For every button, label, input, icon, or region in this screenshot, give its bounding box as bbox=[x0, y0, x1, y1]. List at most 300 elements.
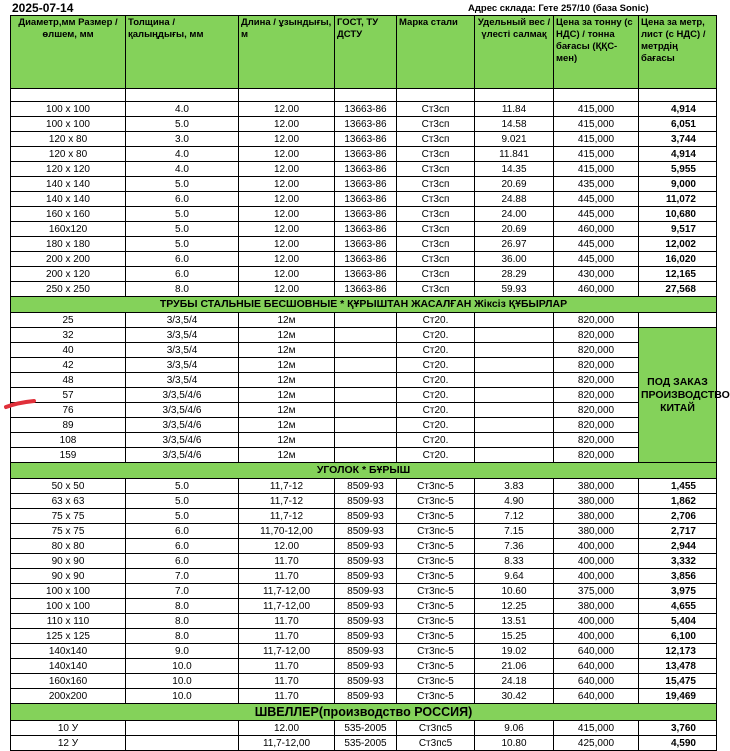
cell-gost: 13663-86 bbox=[335, 177, 397, 192]
cell-unit-weight: 3.83 bbox=[475, 479, 554, 494]
cell-price-per-meter: 5,955 bbox=[639, 162, 717, 177]
cell-thickness: 4.0 bbox=[126, 102, 239, 117]
cell-length: 12.00 bbox=[239, 282, 335, 297]
cell-length: 12.00 bbox=[239, 721, 335, 736]
table-row bbox=[11, 192, 717, 207]
cell-gost: 8509-93 bbox=[335, 554, 397, 569]
cell-thickness: 3/3,5/4/6 bbox=[126, 388, 239, 403]
cell-steel-grade: Ст3сп bbox=[397, 282, 475, 297]
cell-size: 140 x 140 bbox=[11, 192, 126, 207]
cell-gost: 8509-93 bbox=[335, 539, 397, 554]
table-row bbox=[11, 313, 717, 328]
cell-gost bbox=[335, 448, 397, 463]
angle-section bbox=[11, 463, 717, 479]
cell-size: 90 x 90 bbox=[11, 554, 126, 569]
channel-section bbox=[11, 704, 717, 721]
cell-length: 12.00 bbox=[239, 132, 335, 147]
cell-unit-weight: 20.69 bbox=[475, 222, 554, 237]
cell-thickness: 5.0 bbox=[126, 222, 239, 237]
cell-size: 100 x 100 bbox=[11, 117, 126, 132]
cell-size: 50 x 50 bbox=[11, 479, 126, 494]
cell-thickness: 3/3,5/4/6 bbox=[126, 403, 239, 418]
cell-steel-grade: Ст20. bbox=[397, 373, 475, 388]
table-row bbox=[11, 177, 717, 192]
empty-cell bbox=[554, 89, 639, 102]
cell-gost: 13663-86 bbox=[335, 147, 397, 162]
cell-steel-grade: Ст3сп bbox=[397, 177, 475, 192]
cell-steel-grade: Ст3пс-5 bbox=[397, 614, 475, 629]
cell-gost bbox=[335, 418, 397, 433]
cell-steel-grade: Ст3сп bbox=[397, 222, 475, 237]
cell-size: 120 x 80 bbox=[11, 132, 126, 147]
table-row bbox=[11, 358, 717, 373]
cell-price-per-meter: 2,944 bbox=[639, 539, 717, 554]
cell-price-per-ton: 400,000 bbox=[554, 554, 639, 569]
cell-size: 100 x 100 bbox=[11, 599, 126, 614]
cell-price-per-ton: 380,000 bbox=[554, 509, 639, 524]
cell-length: 12.00 bbox=[239, 267, 335, 282]
cell-price-per-ton: 415,000 bbox=[554, 162, 639, 177]
cell-unit-weight bbox=[475, 403, 554, 418]
cell-steel-grade: Ст3пс-5 bbox=[397, 674, 475, 689]
cell-steel-grade: Ст3пс-5 bbox=[397, 524, 475, 539]
channel-section-title: ШВЕЛЛЕР(производство РОССИЯ) bbox=[11, 704, 717, 721]
cell-unit-weight: 7.36 bbox=[475, 539, 554, 554]
cell-unit-weight: 13.51 bbox=[475, 614, 554, 629]
cell-length: 12м bbox=[239, 313, 335, 328]
cell-gost bbox=[335, 388, 397, 403]
table-row bbox=[11, 659, 717, 674]
cell-price-per-ton: 435,000 bbox=[554, 177, 639, 192]
cell-steel-grade: Ст3пс-5 bbox=[397, 644, 475, 659]
table-row bbox=[11, 117, 717, 132]
table-row bbox=[11, 147, 717, 162]
cell-price-per-meter: 6,051 bbox=[639, 117, 717, 132]
cell-steel-grade: Ст3пс5 bbox=[397, 721, 475, 736]
cell-thickness: 5.0 bbox=[126, 237, 239, 252]
table-row bbox=[11, 569, 717, 584]
angle-section-title: УГОЛОК * БҰРЫШ bbox=[11, 463, 717, 479]
cell-price-per-meter: 27,568 bbox=[639, 282, 717, 297]
cell-length: 12.00 bbox=[239, 207, 335, 222]
warehouse-address: Адрес склада: Гете 257/10 (база Sonic) bbox=[468, 3, 649, 14]
cell-steel-grade: Ст3пс-5 bbox=[397, 509, 475, 524]
cell-price-per-ton: 820,000 bbox=[554, 313, 639, 328]
cell-length: 12.00 bbox=[239, 237, 335, 252]
cell-thickness: 3/3,5/4 bbox=[126, 373, 239, 388]
cell-size: 32 bbox=[11, 328, 126, 343]
cell-unit-weight bbox=[475, 433, 554, 448]
cell-steel-grade: Ст3пс-5 bbox=[397, 629, 475, 644]
table-row bbox=[11, 599, 717, 614]
cell-thickness: 10.0 bbox=[126, 689, 239, 704]
cell-unit-weight bbox=[475, 448, 554, 463]
cell-gost: 8509-93 bbox=[335, 569, 397, 584]
cell-steel-grade: Ст20. bbox=[397, 358, 475, 373]
cell-unit-weight: 21.06 bbox=[475, 659, 554, 674]
cell-length: 12.00 bbox=[239, 177, 335, 192]
empty-cell bbox=[639, 89, 717, 102]
col-header-steel-grade: Марка стали bbox=[397, 16, 475, 89]
cell-thickness: 5.0 bbox=[126, 177, 239, 192]
cell-thickness: 8.0 bbox=[126, 599, 239, 614]
cell-unit-weight: 30.42 bbox=[475, 689, 554, 704]
cell-length: 11,7-12,00 bbox=[239, 584, 335, 599]
cell-thickness: 5.0 bbox=[126, 479, 239, 494]
cell-length: 12м bbox=[239, 448, 335, 463]
cell-thickness: 10.0 bbox=[126, 674, 239, 689]
cell-unit-weight bbox=[475, 313, 554, 328]
cell-size: 200 x 200 bbox=[11, 252, 126, 267]
cell-length: 12м bbox=[239, 403, 335, 418]
cell-gost: 8509-93 bbox=[335, 524, 397, 539]
table-row bbox=[11, 448, 717, 463]
cell-price-per-ton: 445,000 bbox=[554, 237, 639, 252]
cell-size: 200x200 bbox=[11, 689, 126, 704]
cell-gost: 8509-93 bbox=[335, 599, 397, 614]
col-header-price-per-meter: Цена за метр, лист (с НДС) / метрдің бағасы bbox=[639, 16, 717, 89]
cell-thickness: 6.0 bbox=[126, 192, 239, 207]
table-row bbox=[11, 494, 717, 509]
table-row bbox=[11, 388, 717, 403]
cell-price-per-meter bbox=[639, 313, 717, 328]
cell-steel-grade: Ст3сп bbox=[397, 267, 475, 282]
cell-unit-weight: 59.93 bbox=[475, 282, 554, 297]
cell-price-per-meter: 16,020 bbox=[639, 252, 717, 267]
cell-price-per-meter: 9,000 bbox=[639, 177, 717, 192]
cell-unit-weight: 7.15 bbox=[475, 524, 554, 539]
cell-unit-weight: 20.69 bbox=[475, 177, 554, 192]
cell-thickness: 6.0 bbox=[126, 554, 239, 569]
cell-price-per-ton: 400,000 bbox=[554, 539, 639, 554]
cell-size: 140 x 140 bbox=[11, 177, 126, 192]
cell-length: 11.70 bbox=[239, 614, 335, 629]
cell-steel-grade: Ст3пс-5 bbox=[397, 479, 475, 494]
cell-thickness: 5.0 bbox=[126, 207, 239, 222]
cell-size: 89 bbox=[11, 418, 126, 433]
cell-price-per-meter: 9,517 bbox=[639, 222, 717, 237]
cell-size: 76 bbox=[11, 403, 126, 418]
cell-length: 11.70 bbox=[239, 629, 335, 644]
cell-size: 180 x 180 bbox=[11, 237, 126, 252]
cell-unit-weight: 7.12 bbox=[475, 509, 554, 524]
cell-steel-grade: Ст20. bbox=[397, 313, 475, 328]
cell-price-per-ton: 640,000 bbox=[554, 689, 639, 704]
table-row bbox=[11, 629, 717, 644]
cell-unit-weight: 9.64 bbox=[475, 569, 554, 584]
cell-gost: 13663-86 bbox=[335, 207, 397, 222]
cell-steel-grade: Ст3сп bbox=[397, 192, 475, 207]
table-row bbox=[11, 433, 717, 448]
cell-steel-grade: Ст20. bbox=[397, 433, 475, 448]
table-row bbox=[11, 343, 717, 358]
cell-thickness: 7.0 bbox=[126, 569, 239, 584]
price-table bbox=[10, 15, 730, 751]
table-row bbox=[11, 736, 717, 751]
cell-gost bbox=[335, 343, 397, 358]
cell-price-per-ton: 820,000 bbox=[554, 418, 639, 433]
cell-size: 250 x 250 bbox=[11, 282, 126, 297]
cell-thickness: 5.0 bbox=[126, 509, 239, 524]
table-row bbox=[11, 721, 717, 736]
cell-size: 140x140 bbox=[11, 644, 126, 659]
col-header-gost: ГОСТ, ТУ ДСТУ bbox=[335, 16, 397, 89]
cell-gost: 13663-86 bbox=[335, 192, 397, 207]
cell-thickness: 3/3,5/4 bbox=[126, 343, 239, 358]
cell-price-per-meter: 19,469 bbox=[639, 689, 717, 704]
table-row bbox=[11, 479, 717, 494]
cell-thickness: 3/3,5/4 bbox=[126, 358, 239, 373]
table-row bbox=[11, 614, 717, 629]
cell-unit-weight bbox=[475, 388, 554, 403]
cell-length: 11.70 bbox=[239, 554, 335, 569]
cell-unit-weight: 14.35 bbox=[475, 162, 554, 177]
cell-size: 10 У bbox=[11, 721, 126, 736]
col-header-length: Длина / ұзындығы, м bbox=[239, 16, 335, 89]
cell-gost bbox=[335, 358, 397, 373]
cell-gost: 8509-93 bbox=[335, 689, 397, 704]
cell-size: 48 bbox=[11, 373, 126, 388]
cell-steel-grade: Ст3пс-5 bbox=[397, 689, 475, 704]
cell-gost bbox=[335, 373, 397, 388]
cell-length: 12.00 bbox=[239, 192, 335, 207]
cell-size: 40 bbox=[11, 343, 126, 358]
cell-price-per-ton: 820,000 bbox=[554, 388, 639, 403]
cell-unit-weight: 10.80 bbox=[475, 736, 554, 751]
table-row bbox=[11, 689, 717, 704]
cell-unit-weight bbox=[475, 343, 554, 358]
cell-steel-grade: Ст3пс-5 bbox=[397, 599, 475, 614]
cell-length: 12.00 bbox=[239, 252, 335, 267]
cell-price-per-ton: 460,000 bbox=[554, 222, 639, 237]
cell-price-per-ton: 400,000 bbox=[554, 569, 639, 584]
cell-gost bbox=[335, 433, 397, 448]
table-row bbox=[11, 252, 717, 267]
cell-thickness: 6.0 bbox=[126, 524, 239, 539]
col-header-price-per-ton: Цена за тонну (с НДС) / тонна бағасы (ҚҚС-мен) bbox=[554, 16, 639, 89]
cell-thickness: 4.0 bbox=[126, 147, 239, 162]
empty-cell bbox=[335, 89, 397, 102]
cell-unit-weight: 10.60 bbox=[475, 584, 554, 599]
cell-size: 100 x 100 bbox=[11, 584, 126, 599]
col-header-size: Диаметр,мм Размер / өлшем, мм bbox=[11, 16, 126, 89]
cell-price-per-ton: 425,000 bbox=[554, 736, 639, 751]
table-row bbox=[11, 584, 717, 599]
cell-price-per-ton: 820,000 bbox=[554, 433, 639, 448]
order-note: ПОД ЗАКАЗ ПРОИЗВОДСТВО КИТАЙ bbox=[639, 328, 717, 463]
cell-price-per-meter: 1,862 bbox=[639, 494, 717, 509]
cell-gost: 13663-86 bbox=[335, 237, 397, 252]
cell-thickness: 3/3,5/4 bbox=[126, 313, 239, 328]
cell-price-per-ton: 445,000 bbox=[554, 252, 639, 267]
cell-gost: 13663-86 bbox=[335, 252, 397, 267]
cell-size: 90 x 90 bbox=[11, 569, 126, 584]
col-header-thickness: Толщина / қалыңдығы, мм bbox=[126, 16, 239, 89]
cell-gost: 8509-93 bbox=[335, 629, 397, 644]
table-row bbox=[11, 539, 717, 554]
col-header-unit-weight: Удельный вес / үлестi салмақ bbox=[475, 16, 554, 89]
cell-price-per-ton: 820,000 bbox=[554, 448, 639, 463]
cell-size: 108 bbox=[11, 433, 126, 448]
cell-size: 159 bbox=[11, 448, 126, 463]
cell-gost bbox=[335, 328, 397, 343]
cell-length: 12м bbox=[239, 433, 335, 448]
cell-price-per-ton: 640,000 bbox=[554, 674, 639, 689]
cell-price-per-meter: 4,655 bbox=[639, 599, 717, 614]
cell-thickness: 4.0 bbox=[126, 162, 239, 177]
cell-price-per-ton: 820,000 bbox=[554, 403, 639, 418]
table-row bbox=[11, 222, 717, 237]
cell-gost: 13663-86 bbox=[335, 132, 397, 147]
cell-price-per-ton: 460,000 bbox=[554, 282, 639, 297]
cell-size: 12 У bbox=[11, 736, 126, 751]
cell-price-per-meter: 13,478 bbox=[639, 659, 717, 674]
cell-price-per-meter: 3,856 bbox=[639, 569, 717, 584]
cell-price-per-meter: 1,455 bbox=[639, 479, 717, 494]
cell-length: 12м bbox=[239, 358, 335, 373]
cell-size: 75 x 75 bbox=[11, 524, 126, 539]
empty-cell bbox=[397, 89, 475, 102]
cell-gost: 13663-86 bbox=[335, 222, 397, 237]
cell-price-per-meter: 4,914 bbox=[639, 147, 717, 162]
cell-price-per-ton: 430,000 bbox=[554, 267, 639, 282]
cell-thickness: 6.0 bbox=[126, 267, 239, 282]
cell-size: 125 x 125 bbox=[11, 629, 126, 644]
cell-length: 11,7-12 bbox=[239, 509, 335, 524]
cell-gost: 535-2005 bbox=[335, 736, 397, 751]
cell-price-per-ton: 445,000 bbox=[554, 207, 639, 222]
cell-thickness: 3/3,5/4/6 bbox=[126, 433, 239, 448]
cell-steel-grade: Ст3пс5 bbox=[397, 736, 475, 751]
spacer-row bbox=[11, 89, 717, 102]
cell-price-per-meter: 15,475 bbox=[639, 674, 717, 689]
cell-steel-grade: Ст20. bbox=[397, 388, 475, 403]
cell-steel-grade: Ст3пс-5 bbox=[397, 539, 475, 554]
seamless-pipes-section-title: ТРУБЫ СТАЛЬНЫЕ БЕСШОВНЫЕ * ҚҰРЫШТАН ЖАСАЛҒАН Жіксіз ҚҰБЫРЛАР bbox=[11, 297, 717, 313]
cell-price-per-ton: 445,000 bbox=[554, 192, 639, 207]
cell-price-per-ton: 415,000 bbox=[554, 132, 639, 147]
cell-length: 11.70 bbox=[239, 674, 335, 689]
cell-thickness bbox=[126, 721, 239, 736]
cell-price-per-ton: 400,000 bbox=[554, 614, 639, 629]
cell-gost: 13663-86 bbox=[335, 117, 397, 132]
cell-steel-grade: Ст3сп bbox=[397, 162, 475, 177]
price-list-date: 2025-07-14 bbox=[12, 1, 74, 15]
cell-length: 12м bbox=[239, 343, 335, 358]
cell-price-per-ton: 380,000 bbox=[554, 524, 639, 539]
cell-length: 12.00 bbox=[239, 162, 335, 177]
cell-thickness: 8.0 bbox=[126, 629, 239, 644]
table-row bbox=[11, 674, 717, 689]
cell-price-per-ton: 415,000 bbox=[554, 721, 639, 736]
cell-gost: 8509-93 bbox=[335, 479, 397, 494]
cell-price-per-ton: 380,000 bbox=[554, 479, 639, 494]
cell-size: 100 x 100 bbox=[11, 102, 126, 117]
empty-cell bbox=[126, 89, 239, 102]
cell-length: 12.00 bbox=[239, 222, 335, 237]
table-row bbox=[11, 282, 717, 297]
cell-steel-grade: Ст3пс-5 bbox=[397, 584, 475, 599]
cell-thickness: 3/3,5/4/6 bbox=[126, 448, 239, 463]
cell-size: 75 x 75 bbox=[11, 509, 126, 524]
cell-size: 110 x 110 bbox=[11, 614, 126, 629]
cell-price-per-meter: 12,002 bbox=[639, 237, 717, 252]
cell-gost: 13663-86 bbox=[335, 267, 397, 282]
cell-price-per-ton: 400,000 bbox=[554, 629, 639, 644]
cell-size: 42 bbox=[11, 358, 126, 373]
empty-cell bbox=[475, 89, 554, 102]
cell-gost: 8509-93 bbox=[335, 674, 397, 689]
table-row bbox=[11, 509, 717, 524]
cell-unit-weight: 26.97 bbox=[475, 237, 554, 252]
cell-gost: 13663-86 bbox=[335, 102, 397, 117]
cell-size: 160x160 bbox=[11, 674, 126, 689]
cell-size: 140x140 bbox=[11, 659, 126, 674]
cell-size: 120 x 80 bbox=[11, 147, 126, 162]
table-row bbox=[11, 207, 717, 222]
cell-thickness: 9.0 bbox=[126, 644, 239, 659]
cell-price-per-ton: 380,000 bbox=[554, 599, 639, 614]
cell-thickness: 6.0 bbox=[126, 539, 239, 554]
table-row bbox=[11, 418, 717, 433]
cell-length: 11.70 bbox=[239, 659, 335, 674]
cell-price-per-ton: 820,000 bbox=[554, 373, 639, 388]
cell-steel-grade: Ст20. bbox=[397, 448, 475, 463]
cell-price-per-meter: 3,760 bbox=[639, 721, 717, 736]
cell-length: 11.70 bbox=[239, 569, 335, 584]
table-row bbox=[11, 524, 717, 539]
cell-thickness: 3/3,5/4/6 bbox=[126, 418, 239, 433]
table-row bbox=[11, 132, 717, 147]
cell-unit-weight: 15.25 bbox=[475, 629, 554, 644]
cell-gost bbox=[335, 313, 397, 328]
cell-unit-weight: 24.00 bbox=[475, 207, 554, 222]
cell-unit-weight: 8.33 bbox=[475, 554, 554, 569]
cell-gost bbox=[335, 403, 397, 418]
cell-gost: 8509-93 bbox=[335, 659, 397, 674]
cell-steel-grade: Ст3сп bbox=[397, 117, 475, 132]
cell-steel-grade: Ст3сп bbox=[397, 147, 475, 162]
cell-price-per-meter: 12,165 bbox=[639, 267, 717, 282]
cell-unit-weight bbox=[475, 328, 554, 343]
cell-steel-grade: Ст3пс-5 bbox=[397, 569, 475, 584]
cell-price-per-meter: 5,404 bbox=[639, 614, 717, 629]
cell-length: 12м bbox=[239, 373, 335, 388]
cell-size: 200 x 120 bbox=[11, 267, 126, 282]
cell-size: 120 x 120 bbox=[11, 162, 126, 177]
table-row bbox=[11, 403, 717, 418]
cell-length: 12м bbox=[239, 388, 335, 403]
cell-unit-weight: 14.58 bbox=[475, 117, 554, 132]
cell-unit-weight: 4.90 bbox=[475, 494, 554, 509]
cell-length: 11,70-12,00 bbox=[239, 524, 335, 539]
cell-steel-grade: Ст3сп bbox=[397, 132, 475, 147]
cell-unit-weight bbox=[475, 418, 554, 433]
cell-unit-weight: 19.02 bbox=[475, 644, 554, 659]
cell-gost: 8509-93 bbox=[335, 494, 397, 509]
cell-unit-weight: 36.00 bbox=[475, 252, 554, 267]
cell-thickness bbox=[126, 736, 239, 751]
cell-thickness: 8.0 bbox=[126, 282, 239, 297]
table-row bbox=[11, 102, 717, 117]
cell-price-per-meter: 3,744 bbox=[639, 132, 717, 147]
cell-unit-weight: 11.841 bbox=[475, 147, 554, 162]
cell-price-per-ton: 640,000 bbox=[554, 644, 639, 659]
cell-steel-grade: Ст3сп bbox=[397, 237, 475, 252]
cell-length: 11,7-12,00 bbox=[239, 736, 335, 751]
cell-thickness: 6.0 bbox=[126, 252, 239, 267]
cell-unit-weight bbox=[475, 373, 554, 388]
